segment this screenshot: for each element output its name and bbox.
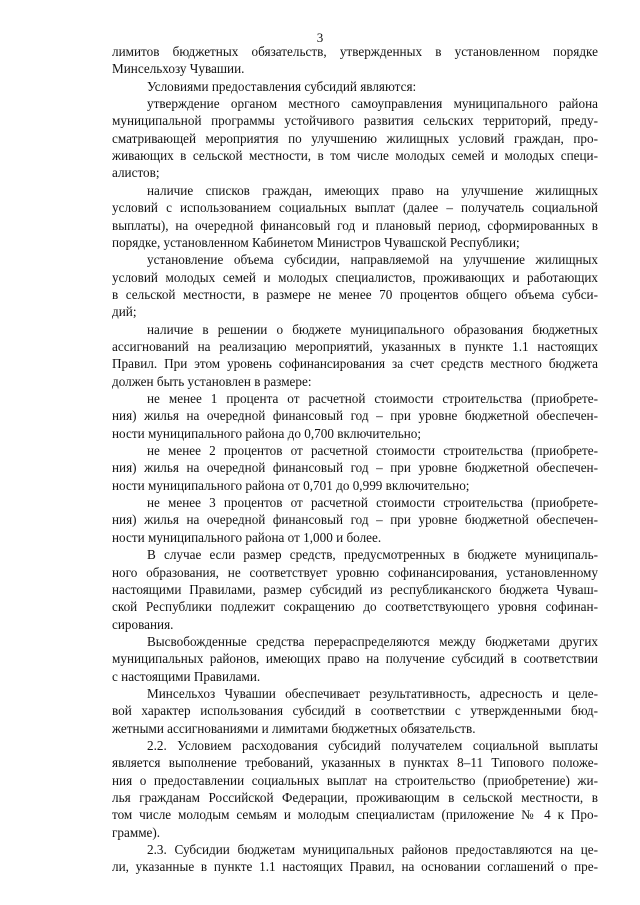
text-line: не менее 2 процентов от расчетной стоимости строительства (приобрете-: [147, 443, 598, 459]
text-line: вой характер использования субсидий в соответствии с утвержденными бюд-: [112, 703, 598, 719]
text-line: не менее 3 процентов от расчетной стоимости строительства (приобрете-: [147, 495, 598, 511]
text-line: муниципальной программы устойчивого развития сельских территорий, преду-: [112, 113, 598, 129]
text-line: наличие списков граждан, имеющих право на улучшение жилищных: [147, 182, 598, 198]
text-line: является выполнение требований, указанных в пунктах 8–11 Типового положе-: [112, 755, 598, 771]
text-line: наличие в решении о бюджете муниципального образования бюджетных: [147, 321, 598, 337]
text-line: ли, указанные в пункте 1.1 настоящих Правил, на основании соглашений о пре-: [112, 859, 598, 875]
text-line: Высвобожденные средства перераспределяются между бюджетами других: [147, 633, 598, 649]
text-line: сматривающей мероприятия по улучшению жилищных условий граждан, про-: [112, 130, 598, 146]
text-line: лимитов бюджетных обязательств, утвержденных в установленном порядке: [112, 44, 598, 59]
text-line: ния) жилья на очередной финансовый год – при уровне бюджетной обеспечен-: [112, 512, 598, 528]
text-line: Условиями предоставления субсидий являются:: [147, 78, 417, 94]
text-line: дий;: [112, 304, 137, 320]
text-line: в сельской местности, в размере не менее 70 процентов общего объема субси-: [112, 286, 598, 302]
text-line: том числе молодым семьям и молодым специалистам (приложение № 4 к Про-: [112, 807, 598, 823]
page-number: 3: [316, 30, 324, 45]
text-line: настоящими Правилами, размер субсидий из республиканского бюджета Чуваш-: [112, 581, 598, 597]
text-line: порядке, установленном Кабинетом Министров Чувашской Республики;: [112, 234, 520, 250]
text-line: не менее 1 процента от расчетной стоимости строительства (приобрете-: [147, 391, 598, 406]
text-line: грамме).: [112, 824, 161, 840]
text-line: ности муниципального района от 1,000 и более.: [112, 529, 382, 545]
text-line: 2.2. Условием расходования субсидий получателем социальной выплаты: [147, 738, 598, 753]
text-line: В случае если размер средств, предусмотренных в бюджете муниципаль-: [147, 547, 598, 563]
text-line: ния о предоставлении социальных выплат на строительство (приобретение) жи-: [112, 772, 598, 788]
text-line: сирования.: [112, 616, 174, 632]
text-line: с настоящими Правилами.: [112, 668, 261, 684]
text-line: должен быть установлен в размере:: [112, 373, 312, 389]
text-line: условий с использованием социальных выплат (далее – получатель социальной: [112, 200, 598, 216]
text-line: ния) жилья на очередной финансовый год – при уровне бюджетной обеспечен-: [112, 408, 598, 424]
text-line: ности муниципального района до 0,700 включительно;: [112, 425, 422, 441]
text-line: 2.3. Субсидии бюджетам муниципальных районов предоставляются на це-: [147, 842, 598, 858]
text-line: живающих в сельской местности, в том числе молодых семей и молодых специ-: [112, 148, 598, 164]
text-line: Минсельхоз Чувашии обеспечивает результативность, адресность и целе-: [147, 685, 598, 701]
text-line: Правил. При этом уровень софинансирования за счет средств местного бюджета: [112, 356, 598, 372]
text-line: установление объема субсидии, направляемой на улучшение жилищных: [147, 252, 598, 268]
text-line: ности муниципального района от 0,701 до 0,999 включительно;: [112, 477, 470, 493]
text-line: муниципальных районов, имеющих право на получение субсидий в соответствии: [112, 651, 598, 667]
text-line: жетными ассигнованиями и лимитами бюджетных обязательств.: [112, 720, 476, 736]
text-line: утверждение органом местного самоуправления муниципального района: [147, 96, 598, 112]
text-line: ного образования, не соответствует уровню софинансирования, установленному: [112, 564, 598, 580]
text-line: Минсельхозу Чувашии.: [112, 61, 245, 77]
text-line: выплаты), на очередной финансовый год и плановый период, сформированных в: [112, 217, 598, 233]
text-line: условий молодых семей и молодых специалистов, проживающих и работающих: [112, 269, 598, 285]
text-line: ния) жилья на очередной финансовый год – при уровне бюджетной обеспечен-: [112, 460, 598, 476]
text-line: ассигнований на реализацию мероприятий, указанных в пункте 1.1 настоящих: [112, 338, 598, 354]
text-line: лья гражданам Российской Федерации, проживающим в сельской местности, в: [112, 790, 598, 806]
text-line: алистов;: [112, 165, 160, 181]
text-line: ской Республики подлежит сокращению до соответствующего уровня софинан-: [112, 599, 598, 615]
